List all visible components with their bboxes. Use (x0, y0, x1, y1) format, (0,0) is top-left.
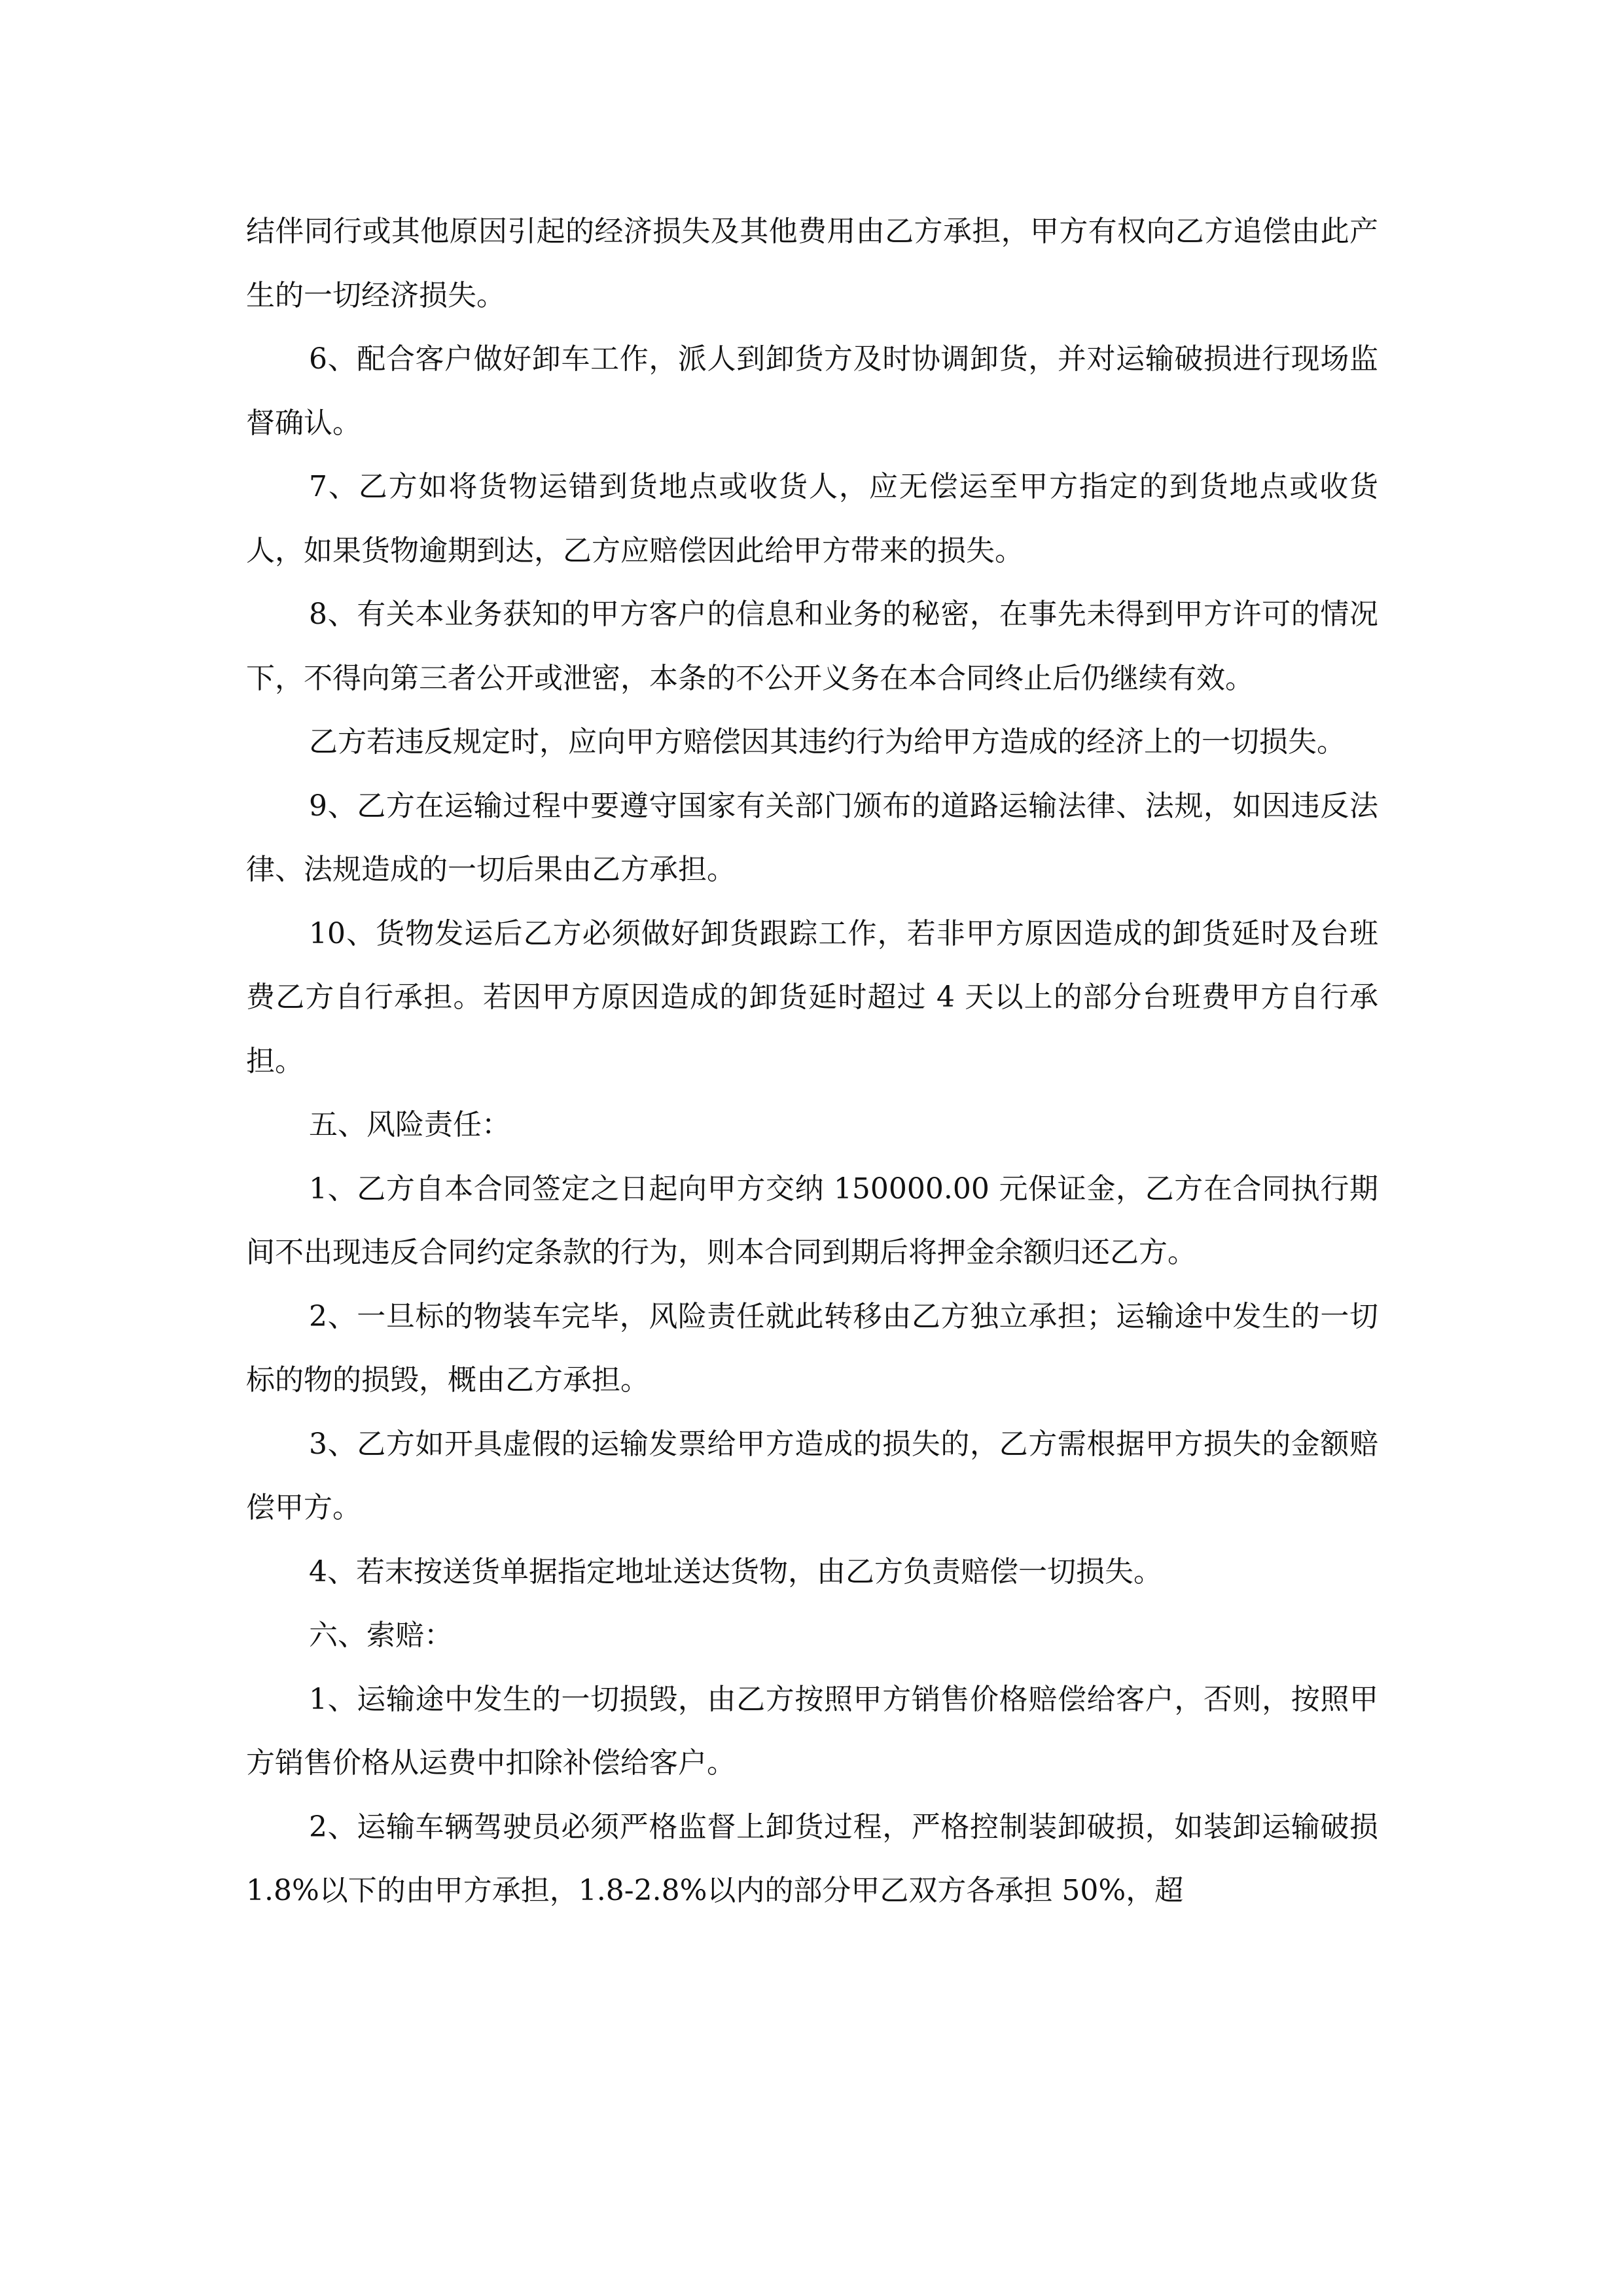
paragraph-risk-3: 3、乙方如开具虚假的运输发票给甲方造成的损失的，乙方需根据甲方损失的金额赔偿甲方。 (246, 1427, 1378, 1524)
paragraph-item-10: 10、货物发运后乙方必须做好卸货跟踪工作，若非甲方原因造成的卸货延时及台班费乙方自行承担。若因甲方原因造成的卸货延时超过 4 天以上的部分台班费甲方自行承担。 (246, 916, 1378, 1078)
paragraph-risk-4: 4、若末按送货单据指定地址送达货物，由乙方负责赔偿一切损失。 (309, 1554, 1162, 1588)
paragraph-risk-1: 1、乙方自本合同签定之日起向甲方交纳 150000.00 元保证金，乙方在合同执行期间不出现违反合同约定条款的行为，则本合同到期后将押金余额归还乙方。 (246, 1172, 1378, 1269)
paragraph-claims-2: 2、运输车辆驾驶员必须严格监督上卸货过程，严格控制装卸破损，如装卸运输破损 1.8%以下的由甲方承担，1.8-2.8%以内的部分甲乙双方各承担 50%，超 (246, 1810, 1378, 1907)
paragraph-claims-1: 1、运输途中发生的一切损毁，由乙方按照甲方销售价格赔偿给客户，否则，按照甲方销售价格从运费中扣除补偿给客户。 (246, 1682, 1378, 1780)
paragraph-item-7: 7、乙方如将货物运错到货地点或收货人，应无偿运至甲方指定的到货地点或收货人，如果货物逾期到达，乙方应赔偿因此给甲方带来的损失。 (246, 470, 1378, 567)
section-heading-risk: 五、风险责任： (309, 1108, 510, 1141)
paragraph-item-8: 8、有关本业务获知的甲方客户的信息和业务的秘密，在事先未得到甲方许可的情况下，不得向第三者公开或泄密，本条的不公开义务在本合同终止后仍继续有效。 (246, 598, 1378, 695)
paragraph-item-9: 9、乙方在运输过程中要遵守国家有关部门颁布的道路运输法律、法规，如因违反法律、法规造成的一切后果由乙方承担。 (246, 789, 1378, 886)
paragraph-breach-note: 乙方若违反规定时，应向甲方赔偿因其违约行为给甲方造成的经济上的一切损失。 (309, 725, 1346, 759)
paragraph-item-6: 6、配合客户做好卸车工作，派人到卸货方及时协调卸货，并对运输破损进行现场监督确认。 (246, 342, 1378, 440)
document-body (246, 200, 1378, 1923)
paragraph-continuation: 结伴同行或其他原因引起的经济损失及其他费用由乙方承担，甲方有权向乙方追偿由此产生的一切经济损失。 (246, 215, 1378, 312)
section-heading-claims: 六、索赔： (309, 1619, 453, 1652)
paragraph-risk-2: 2、一旦标的物装车完毕，风险责任就此转移由乙方独立承担；运输途中发生的一切标的物的损毁，概由乙方承担。 (246, 1299, 1378, 1397)
